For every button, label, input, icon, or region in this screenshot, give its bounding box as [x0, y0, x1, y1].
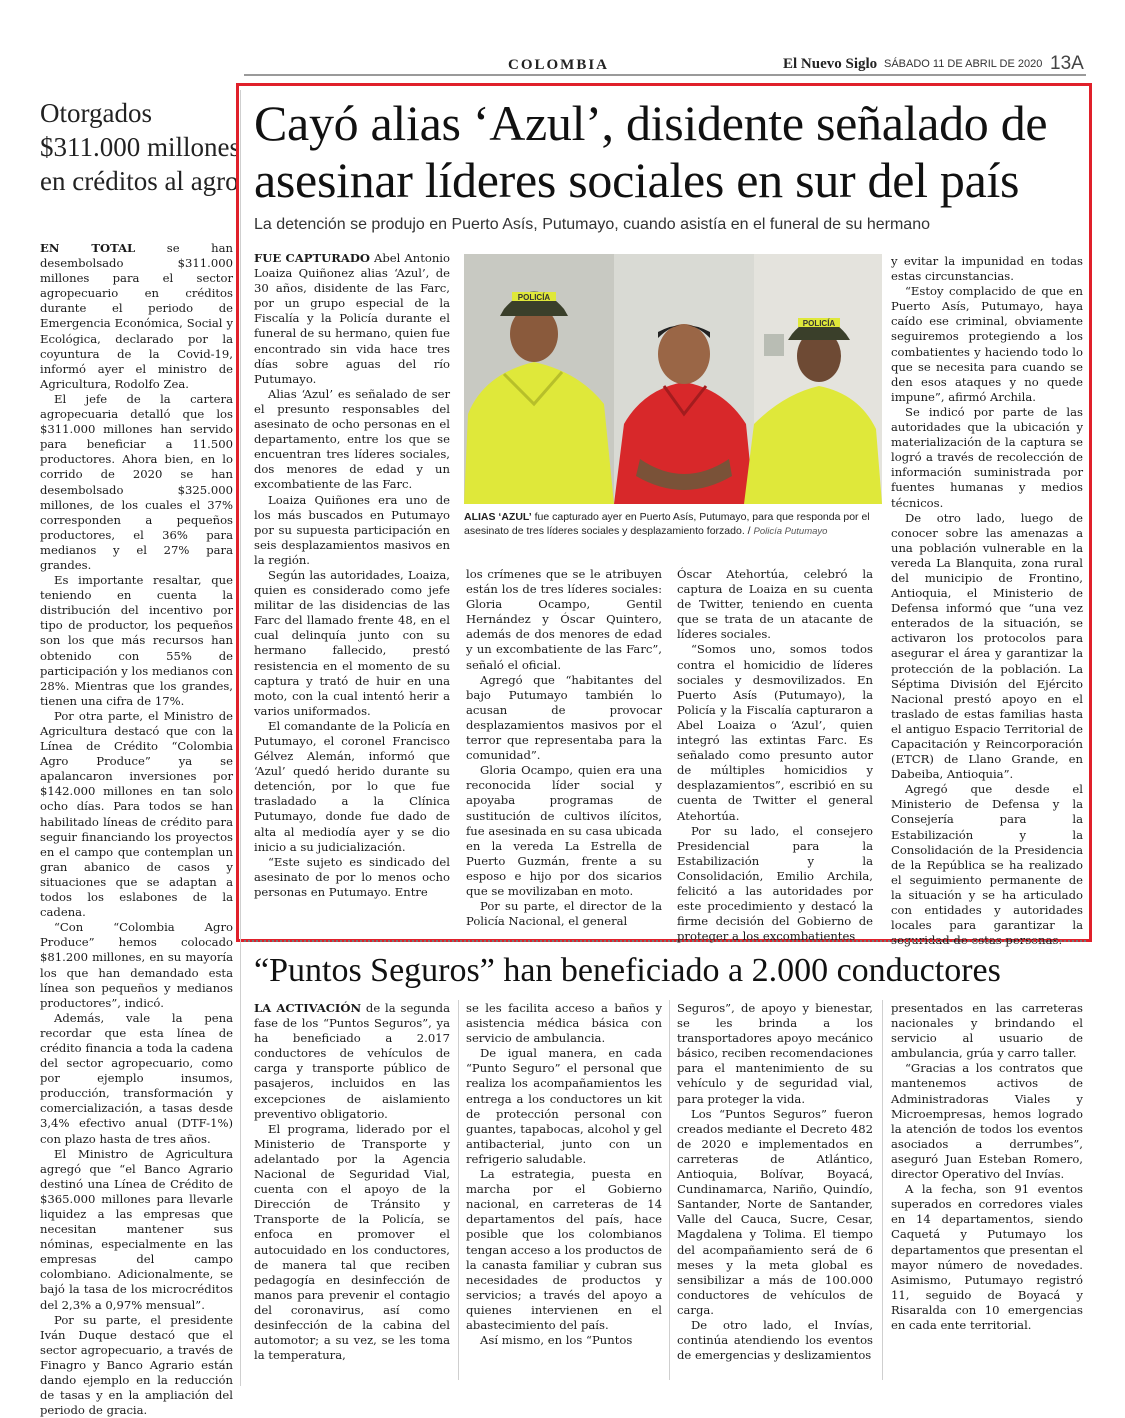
main-paragraph: “Estoy complacido de que en Puerto Asís, Putumayo, haya caído ese criminal, obviamente seguiremos protegiendo a los combatientes y haciendo todo lo que se necesita para cuando se den esos ataques y no quede impune”, afirmó Archila.	[891, 284, 1083, 404]
second-column-4	[891, 1001, 1083, 1333]
second-paragraph: “Gracias a los contratos que mantenemos activos de Administradoras Viales y Microempresas, hemos logrado la atención de todos los eventos asociados a derrumbes”, aseguró Juan Esteban Romero, director Operativo del Invías.	[891, 1061, 1083, 1182]
main-paragraph: Loaiza Quiñones era uno de los más buscados en Putumayo por su supuesta participación en seis desplazamientos masivos en la región.	[254, 492, 450, 567]
main-paragraph: Agregó que desde el Ministerio de Defensa y la Consejería para la Estabilización y la Consolidación de la Presidencia de la República se ha realizado el seguimiento permanente de la situación y se ha articulado con entidades y autoridades locales para garantizar la seguridad de estas personas.	[891, 782, 1083, 948]
main-paragraph: Óscar Atehortúa, celebró la captura de Loaiza en su cuenta de Twitter, teniendo en cuenta que se trata de un atacante de líderes sociales.	[677, 567, 873, 642]
suspect-photo	[464, 254, 882, 504]
second-column-3	[677, 1001, 873, 1363]
main-paragraph: Por su parte, el director de la Policía Nacional, el general	[466, 899, 662, 929]
left-story-paragraph: EN TOTAL se han desembolsado $311.000 millones para el sector agropecuario en créditos durante el periodo de Emergencia Económica, Social y Ecológica, declarado por la coyuntura de la Covid-19, informó ayer el ministro de Agricultura, Rodolfo Zea.	[40, 241, 233, 391]
main-paragraph: Se indicó por parte de las autoridades que la ubicación y materialización de la captura se logró a través de recolección de información suministrada por fuentes humanas y medios técnicos.	[891, 404, 1083, 510]
main-paragraph: Por su lado, el consejero Presidencial para la Estabilización y la Consolidación, Emilio Archila, felicitó a las autoridades por este procedimiento y destacó la firme decisión del Gobierno de proteger a los excombatientes	[677, 823, 873, 944]
photo-caption	[464, 510, 882, 539]
column-rule	[458, 1000, 459, 1380]
second-paragraph: El programa, liderado por el Ministerio de Transporte y adelantado por la Agencia Nacional de Seguridad Vial, cuenta con el apoyo de la Dirección de Tránsito y Transporte de la Policía, se enfoca en promover el autocuidado en los conductores, de manera tal que reciben pedagogía en desinfección de manos para prevenir el contagio del coronavirus, así como desinfección de la cabina del automotor; a su vez, se les toma la temperatura,	[254, 1121, 450, 1363]
main-paragraph: El comandante de la Policía en Putumayo, el coronel Francisco Gélvez Alemán, informó que ‘Azul’ quedó herido durante su detención, por lo que fue trasladado a la Clínica Putumayo, donde fue dado de alta al mediodía ayer y se dio inicio a su judicialización.	[254, 718, 450, 854]
second-paragraph: Seguros”, de apoyo y bienestar, se les brinda a los transportadores apoyo mecánico básico, reciben recomendaciones para el mantenimiento de su vehículo y de seguridad vial, para proteger la vida.	[677, 1001, 873, 1106]
main-column-3	[677, 567, 873, 944]
second-paragraph: Así mismo, en los “Puntos	[480, 1333, 633, 1348]
left-story-paragraph: Es importante resaltar, que teniendo en cuenta la distribución del incentivo por tipo de productor, los pequeños son los que más recursos han obtenido con 55% de participación y los medianos con 28%. Mientras que los grandes, tienen una cifra de 17%.	[40, 573, 233, 708]
left-story-paragraph: Por su parte, el presidente Iván Duque destacó que el sector agropecuario, a través de Finagro y Banco Agrario están dando ejemplo en la reducción de tasas y en la ampliación del periodo de gracia.	[40, 1312, 233, 1418]
main-paragraph: Gloria Ocampo, quien era una reconocida líder social y apoyaba programas de sustitución de cultivos ilícitos, fue asesinada en su casa ubicada en la vereda La Estrella de Puerto Guzmán, frente a su esposo e hijo por dos sicarios que se movilizaban en moto.	[466, 763, 662, 898]
issue-date: SÁBADO 11 DE ABRIL DE 2020	[884, 58, 1043, 70]
main-paragraph: FUE CAPTURADO Abel Antonio Loaiza Quiñonez alias ‘Azul’, de 30 años, disidente de las Farc, por un grupo especial de la Fiscalía y la Policía durante el funeral de su hermano, quien fue encontrado sin vida hace tres días sobre aguas del río Putumayo.	[254, 251, 450, 386]
main-paragraph: Agregó que “habitantes del bajo Putumayo también lo acusan de provocar desplazamientos masivos por el terror que representaba para la comunidad”.	[466, 672, 662, 763]
second-paragraph: se les facilita acceso a baños y asistencia médica básica con servicio de ambulancia.	[466, 1001, 662, 1046]
second-paragraph: La estrategia, puesta en marcha por el Gobierno nacional, en carreteras de 14 departamentos del país, hace posible que los colombianos tengan acceso a los productos de la canasta familiar y cubran sus necesidades de productos y servicios; a través del apoyo a quienes intervienen en el abastecimiento del país.	[466, 1167, 662, 1332]
main-subheadline: La detención se produjo en Puerto Asís, Putumayo, cuando asistía en el funeral de su hermano	[254, 216, 930, 233]
left-story-body	[40, 241, 233, 1418]
second-paragraph: Los “Puntos Seguros” fueron creados mediante el Decreto 482 de 2020 e implementados en carreteras de Atlántico, Antioquia, Bolívar, Boyacá, Cundinamarca, Nariño, Quindío, Santander, Norte de Santander, Valle del Cauca, Sucre, Cesar, Magdalena y Tolima. El tiempo del acompañamiento será de 6 meses y la meta global es sensibilizar a más de 100.000 conductores de vehículos de carga.	[677, 1106, 873, 1317]
main-column-1	[254, 251, 450, 900]
caption-lead: ALIAS ‘AZUL’	[464, 511, 532, 523]
column-rule	[240, 90, 241, 1386]
second-headline: “Puntos Seguros” han beneficiado a 2.000 conductores	[254, 952, 1001, 989]
vest-label-right: POLICÍA	[802, 319, 836, 328]
story-divider	[244, 940, 1086, 942]
left-story-paragraph: Además, vale la pena recordar que esta línea de crédito financia a toda la cadena del sector agropecuario, como por ejemplo insumos, producción, transformación y comercialización, a tasas desde 3,4% efectivo anual (DTF-1%) con plazo hasta de tres años.	[40, 1010, 233, 1146]
left-story-paragraph: Por otra parte, el Ministro de Agricultura destacó que con la Línea de Crédito “Colombia Agro Produce” ya se apalancaron inversiones por $142.000 millones en tan solo ocho días. Para todos se han habilitado líneas de crédito para seguir financiando los proyectos en el campo que contemplan un gran abanico de casos y situaciones que se adaptan a todos los eslabones de la cadena.	[40, 708, 233, 920]
second-column-1	[254, 1001, 450, 1363]
column-rule	[669, 1000, 670, 1380]
left-story-paragraph: El jefe de la cartera agropecuaria detalló que los $311.000 millones han servido para beneficiar a 11.500 productores. Ahora bien, en lo corrido de 2020 se han desembolsado $325.000 millones, de los cuales el 37% corresponden a pequeños productores, el 36% para medianos y el 27% para grandes.	[40, 391, 233, 572]
left-story-title: Otorgados $311.000 millones en créditos al agro	[40, 98, 240, 196]
caption-text: fue capturado ayer en Puerto Asís, Putumayo, para que responda por el asesinato de tres líderes sociales y desplazamiento forzado. /	[464, 511, 870, 537]
main-paragraph: Alias ‘Azul’ es señalado de ser el presunto responsables del asesinato de ocho personas en el departamento, entre los que se encuentran tres líderes sociales, dos menores de edad y un excombatiente de las Farc.	[254, 386, 450, 492]
page-number: 13A	[1050, 53, 1084, 74]
vest-label-left: POLICÍA	[517, 293, 551, 302]
main-column-4	[891, 254, 1083, 948]
main-lead: FUE CAPTURADO	[254, 251, 370, 265]
second-paragraph: presentados en las carreteras nacionales y brindando el servicio al usuario de ambulancia, grúa y carro taller.	[891, 1001, 1083, 1061]
second-paragraph: LA ACTIVACIÓN de la segunda fase de los “Puntos Seguros”, ya ha beneficiado a 2.017 conductores de vehículos de carga y transporte público de pasajeros, incluidos en las excepciones de aislamiento preventivo obligatorio.	[254, 1001, 450, 1121]
second-lead: LA ACTIVACIÓN	[254, 1001, 362, 1015]
left-story-lead: EN TOTAL	[40, 241, 136, 255]
photo-credit: Policía Putumayo	[753, 526, 828, 537]
main-column-2	[466, 567, 662, 929]
main-paragraph: y evitar la impunidad en todas estas circunstancias.	[891, 254, 1083, 284]
left-story-paragraph: El Ministro de Agricultura agregó que “el Banco Agrario destinó una Línea de Crédito de $365.000 millones para llevarle liquidez a las empresas que necesitan mantener sus nóminas, especialmente en las empresas del campo colombiano. Adicionalmente, se bajó la tasa de los microcréditos del 2,3% a 0,97% mensual”.	[40, 1146, 233, 1312]
main-paragraph: los crímenes que se le atribuyen están los de tres líderes sociales: Gloria Ocampo, Gentil Hernández y Óscar Quintero, además de dos menores de edad y un excombatiente de las Farc”, señaló el oficial.	[466, 567, 662, 672]
second-paragraph: De igual manera, en cada “Punto Seguro” el personal que realiza los acompañamientos les entrega a los conductores un kit de protección personal con guantes, tapabocas, alcohol y gel antibacterial, junto con un refrigerio saludable.	[466, 1046, 662, 1166]
header-rule	[244, 74, 1086, 76]
section-name: COLOMBIA	[508, 57, 610, 73]
main-paragraph: Según las autoridades, Loaiza, quien es considerado como jefe militar de las disidencias de las Farc del llamado frente 48, en el cual delinquía junto con su hermano fallecido, prestó resistencia en el momento de su captura y trató de huir en una moto, con la cual intentó herir a varios uniformados.	[254, 567, 450, 718]
left-story-paragraph: “Con “Colombia Agro Produce” hemos colocado $81.200 millones, en su mayoría los que han demandado esta línea son pequeños y medianos productores”, indicó.	[40, 920, 233, 1010]
second-paragraph: A la fecha, son 91 eventos superados en corredores viales en 14 departamentos, siendo Caquetá y Putumayo los departamentos que presentan el mayor número de novedades. Asimismo, Putumayo registró 11, seguido de Boyacá y Risaralda con 10 emergencias en cada ente territorial.	[891, 1182, 1083, 1332]
newspaper-name: El Nuevo Siglo	[783, 56, 878, 72]
main-paragraph: “Somos uno, somos todos contra el homicidio de líderes sociales y desmovilizados. En Puerto Asís (Putumayo), la Policía y la Fiscalía capturaron a Abel Loaiza o ‘Azul’, quien integró las extintas Farc. Es señalado como presunto autor de múltiples homicidios y desplazamientos”, escribió en su cuenta de Twitter el general Atehortúa.	[677, 642, 873, 823]
main-paragraph: De otro lado, luego de conocer sobre las amenazas a una población vulnerable en la vereda La Blanquita, zona rural del municipio de Frontino, Antioquia, el Ministerio de Defensa informó que “una vez enterados de la situación, se activaron los protocolos para asegurar el área y garantizar la protección de la población. La Séptima División del Ejército Nacional prestó apoyo en el traslado de estas familias hasta el antiguo Espacio Territorial de Capacitación y Reincorporación (ETCR) de Llano Grande, en Dabeiba, Antioquia”.	[891, 510, 1083, 782]
second-column-2	[466, 1001, 662, 1348]
main-headline: Cayó alias ‘Azul’, disidente señalado de asesinar líderes sociales en sur del país	[254, 95, 1048, 208]
second-paragraph: De otro lado, el Invías, continúa atendiendo los eventos de emergencias y deslizamientos	[677, 1317, 873, 1363]
column-rule	[882, 1000, 883, 1380]
main-paragraph: “Este sujeto es sindicado del asesinato de por lo menos ocho personas en Putumayo. Entre	[254, 854, 450, 899]
